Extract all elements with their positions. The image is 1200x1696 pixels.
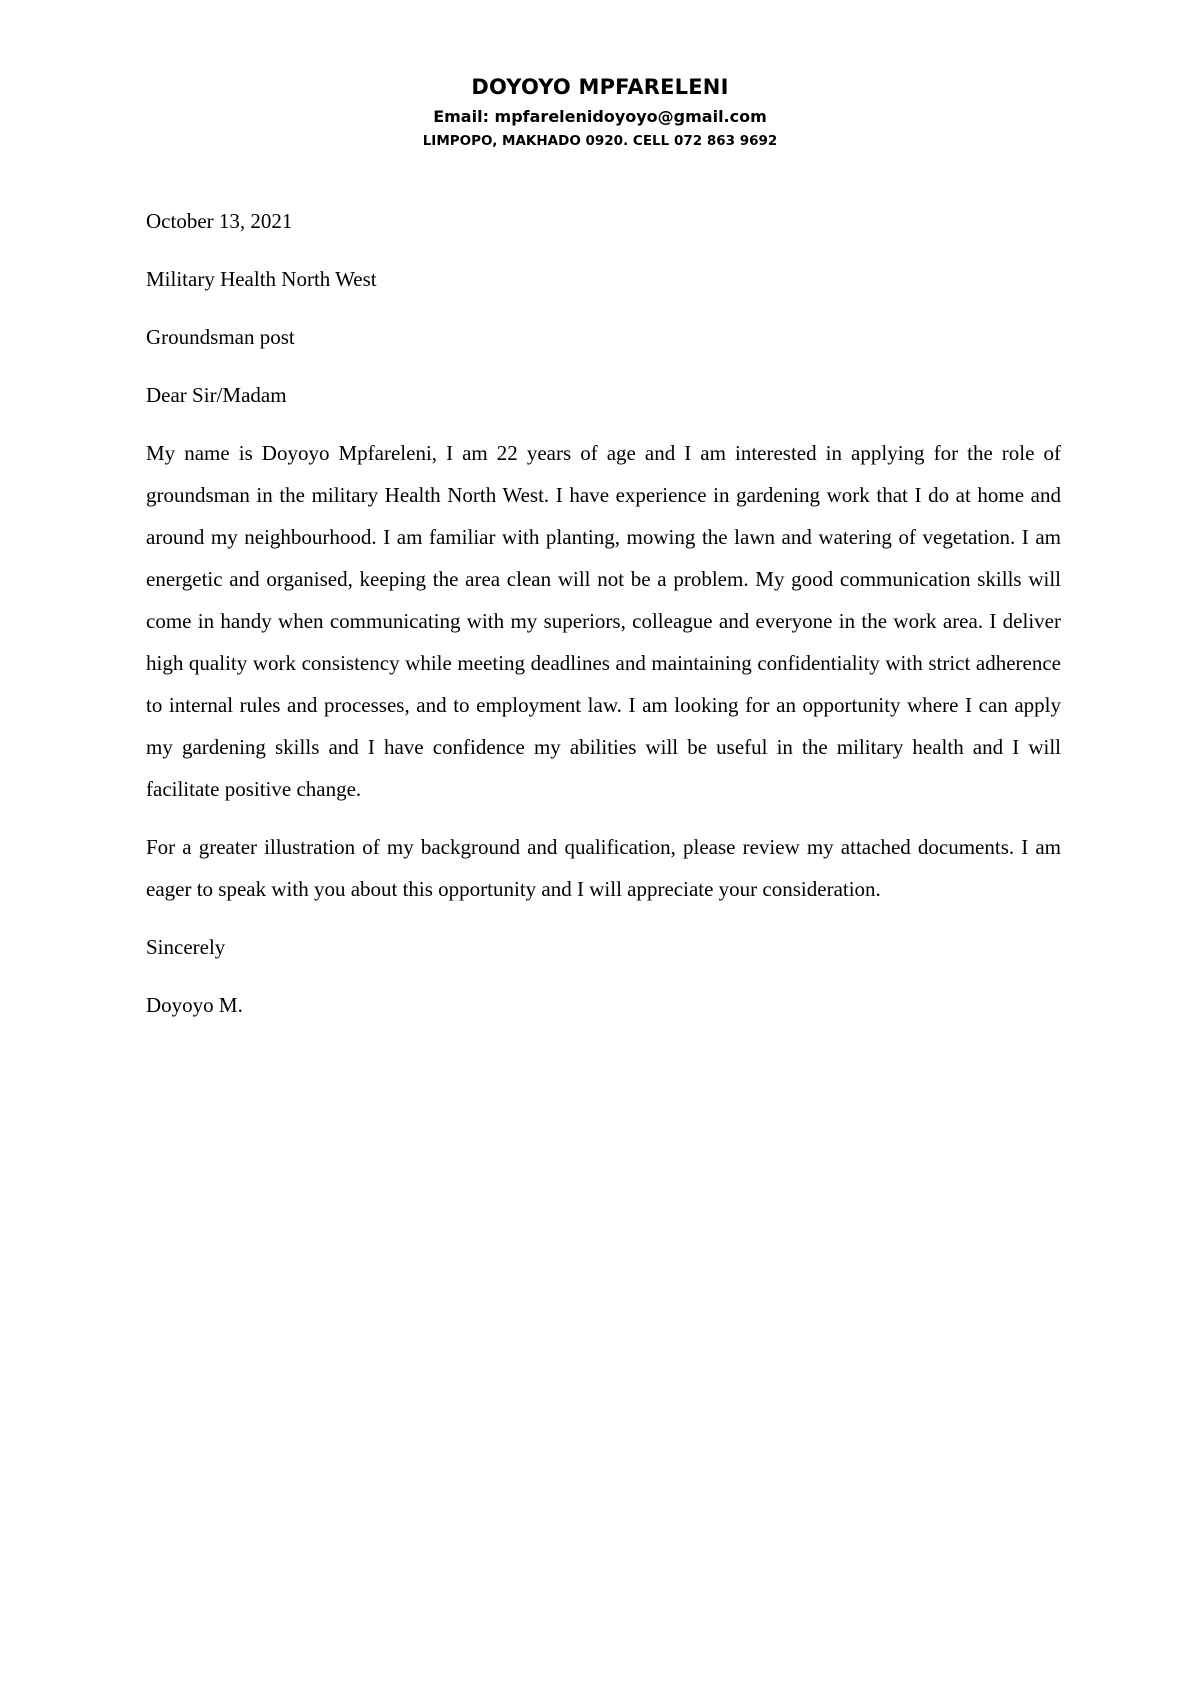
letter-closing: Sincerely [146,935,226,959]
applicant-address: LIMPOPO, MAKHADO 0920. CELL 072 863 9692 [422,133,778,149]
letterhead [0,72,1200,152]
letter-subject: Groundsman post [146,325,295,349]
body-paragraph-1: My name is Doyoyo Mpfareleni, I am 22 years of age and I am interested in applying for the role of groundsman in the military Health North West. I have experience in gardening work that I do at home and around my neighbourhood. I am familiar with planting, mowing the lawn and watering of vegetation. I am energetic and organised, keeping the area clean will not be a problem. My good communication skills will come in handy when communicating with my superiors, colleague and everyone in the work area. I deliver high quality work consistency while meeting deadlines and maintaining confidentiality with strict adherence to internal rules and processes, and to employment law. I am looking for an opportunity where I can apply my gardening skills and I have confidence my abilities will be useful in the military health and I will facilitate positive change. [146,441,1061,801]
letter-date: October 13, 2021 [146,209,293,233]
applicant-email: Email: mpfarelenidoyoyo@gmail.com [433,107,767,126]
body-paragraph-2: For a greater illustration of my background and qualification, please review my attached documents. I am eager to speak with you about this opportunity and I will appreciate your consideration. [146,835,1061,901]
letter-body [146,200,1061,1042]
letter-signature: Doyoyo M. [146,993,243,1017]
letter-salutation: Dear Sir/Madam [146,383,287,407]
applicant-name: DOYOYO MPFARELENI [471,75,729,99]
letter-recipient: Military Health North West [146,267,377,291]
